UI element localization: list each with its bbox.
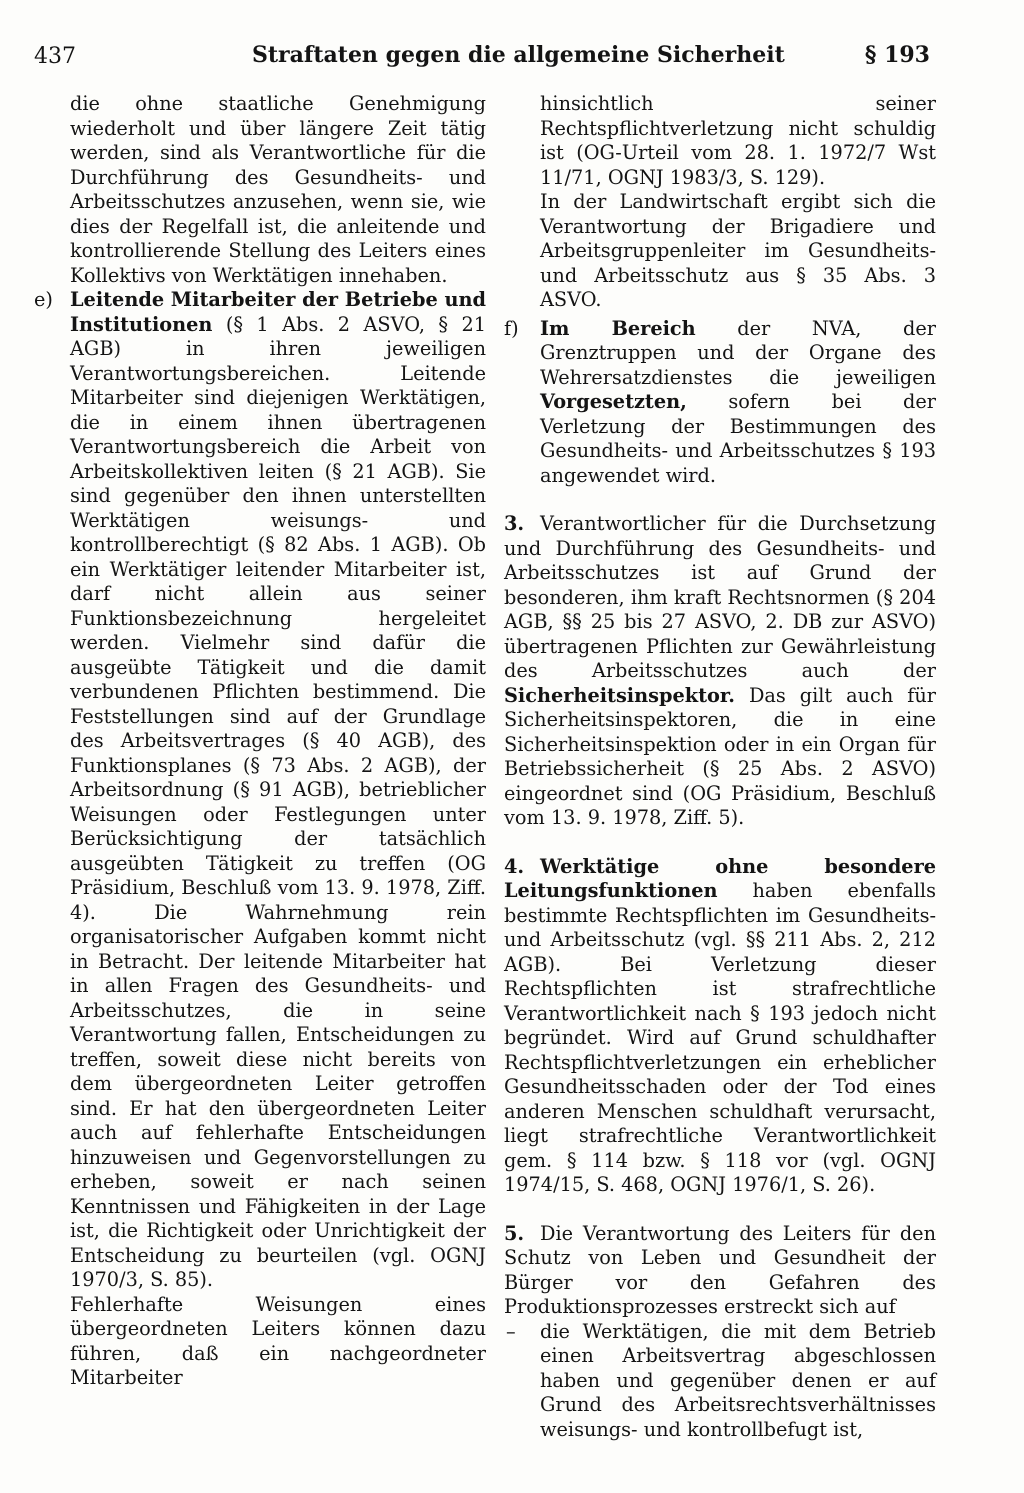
item-e-text <box>70 288 486 1293</box>
section-4-body: haben ebenfalls bestimmte Rechtspflichten im Gesundheits- und Arbeitsschutz (vgl. §§ 211 Abs. 2, 212 AGB). Bei Verletzung dieser Rechtspflichten ist strafrechtliche Verantwortlichkeit nach § 193 jedoch nicht begründet. Wird auf Grund schuldhafter Rechtspflichtverletzungen ein erheblicher Gesundheitsschaden oder der Tod eines anderen Menschen schuldhaft verursacht, liegt strafrechtliche Verantwortlichkeit gem. § 114 bzw. § 118 vor (vgl. OGNJ 1974/15, S. 468, OGNJ 1976/1, S. 26). <box>504 879 936 1196</box>
right-column <box>504 92 936 1442</box>
section-3-body-1: Verantwortlicher für die Durchsetzung und Durchführung des Gesundheits- und Arbeitsschutzes ist auf Grund der besonderen, ihm kraft Rechtsnormen (§ 204 AGB, §§ 25 bis 27 ASVO, 2. DB zur ASVO) übertragenen Pflichten zur Gewährleistung des Arbeitsschutzes auch der <box>504 512 936 682</box>
item-label: e) <box>34 288 53 311</box>
list-item-f <box>504 317 936 489</box>
item-f-text <box>540 317 936 489</box>
continued-paragraph: die ohne staatliche Genehmigung wiederholt und über längere Zeit tätig werden, sind als Verantwortliche für die Durchführung des Gesundheits- und Arbeitsschutzes anzusehen, wenn sie, wie dies der Regelfall ist, die anleitende und kontrollierende Stellung des Leiters eines Kollektivs von Werktätigen innehaben. <box>70 92 486 287</box>
dash-list-item <box>504 1320 936 1443</box>
item-label: f) <box>504 316 519 340</box>
section-4 <box>504 855 936 1198</box>
section-number: 4. <box>504 854 525 878</box>
item-e-body: (§ 1 Abs. 2 ASVO, § 21 AGB) in ihren jeweiligen Verantwortungsbereichen. Leitende Mitarbeiter sind diejenigen Werktätigen, die in einem ihnen übertragenen Verantwortungsbereich die Arbeit von Arbeitskollektiven leiten (§ 21 AGB). Sie sind gegenüber den ihnen unterstellten Werktätigen weisungs- und kontrollberechtigt (§ 82 Abs. 1 AGB). Ob ein Werktätiger leitender Mitarbeiter ist, darf nicht allein aus seiner Funktionsbezeichnung hergeleitet werden. Vielmehr sind dafür die ausgeübte Tätigkeit und die damit verbundenen Pflichten bestimmend. Die Feststellungen sind auf der Grundlage des Arbeitsvertrages (§ 40 AGB), des Funktionsplanes (§ 73 Abs. 2 AGB), der Arbeitsordnung (§ 91 AGB), betrieblicher Weisungen oder Festlegungen unter Berücksichtigung der tatsächlich ausgeübten Tätigkeit zu treffen (OG Präsidium, Beschluß vom 13. 9. 1978, Ziff. 4). Die Wahrnehmung rein organisatorischer Aufgaben kommt nicht in Betracht. Der leitende Mitarbeiter hat in allen Fragen des Gesundheits- und Arbeitsschutzes, die in seine Verantwortung fallen, Entscheidungen zu treffen, soweit diese nicht bereits von dem übergeordneten Leiter getroffen sind. Er hat den übergeordneten Leiter auch auf fehlerhafte Entscheidungen hinzuweisen und Gegenvorstellungen zu erheben, soweit er nach seinen Kenntnissen und Fähigkeiten in der Lage ist, die Richtigkeit oder Unrichtigkeit der Entscheidung zu beurteilen (vgl. OGNJ 1970/3, S. 85). <box>70 312 486 1291</box>
section-number: 3. <box>504 512 525 535</box>
section-3-bold: Sicherheitsinspektor. <box>504 683 735 707</box>
list-item-e <box>34 288 486 1391</box>
section-number: 5. <box>504 1221 525 1245</box>
running-title: Straftaten gegen die allgemeine Sicherheit <box>252 42 785 68</box>
section-3-body-2: Das gilt auch für Sicherheitsinspektoren, die in eine Sicherheitsinspektion oder in ein Organ für Betriebssicherheit (§ 25 Abs. 2 ASVO) eingeordnet sind (OG Präsidium, Beschluß vom 13. 9. 1978, Ziff. 5). <box>504 683 936 829</box>
item-f-bold-1: Im Bereich <box>540 316 696 340</box>
left-column <box>34 92 486 1391</box>
dash-bullet: – <box>506 1319 516 1343</box>
item-f-bold-2: Vorgesetzten, <box>540 390 687 413</box>
dash-item-text: die Werktätigen, die mit dem Betrieb einen Arbeitsvertrag abgeschlossen haben und gegenüber denen er auf Grund des Arbeitsrechtsverhältnisses weisungs- und kontrollbefugt ist, <box>540 1319 936 1441</box>
section-5-body: Die Verantwortung des Leiters für den Schutz von Leben und Gesundheit der Bürger vor den Gefahren des Produktionsprozesses erstreckt sich auf <box>504 1221 936 1318</box>
continued-paragraph: hinsichtlich seiner Rechtspflichtverletzung nicht schuldig ist (OG-Urteil vom 28. 1. 1972/7 Wst 11/71, OGNJ 1983/3, S. 129). <box>540 92 936 189</box>
page-number: 437 <box>34 44 76 69</box>
section-5 <box>504 1222 936 1320</box>
item-e-paragraph-2: Fehlerhafte Weisungen eines übergeordneten Leiters können dazu führen, daß ein nachgeordneter Mitarbeiter <box>70 1292 486 1389</box>
running-header <box>34 42 930 78</box>
paragraph-landwirtschaft: In der Landwirtschaft ergibt sich die Verantwortung der Brigadiere und Arbeitsgruppenleiter im Gesundheits- und Arbeitsschutz aus § 35 Abs. 3 ASVO. <box>540 190 936 311</box>
section-marker: § 193 <box>864 42 930 68</box>
item-f-body-1: der NVA, der Grenztruppen und der Organe des Wehrersatzdienstes die jeweiligen <box>540 316 936 389</box>
section-4-heading: Werktätige ohne besondere Leitungsfunktionen <box>504 854 936 902</box>
item-e-heading: Leitende Mitarbeiter der Betriebe und Institutionen <box>70 288 486 336</box>
item-f-body-2: sofern bei der Verletzung der Bestimmungen des Gesundheits- und Arbeitsschutzes § 193 angewendet wird. <box>540 390 936 487</box>
section-3 <box>504 512 936 831</box>
